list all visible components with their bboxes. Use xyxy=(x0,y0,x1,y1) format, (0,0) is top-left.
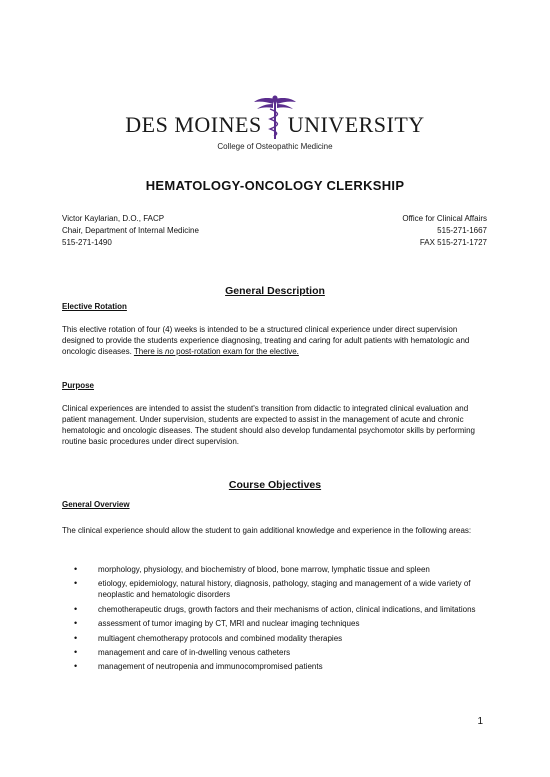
logo-word-university: UNIVERSITY xyxy=(287,112,425,137)
logo-wordmark xyxy=(0,112,550,138)
elective-rotation-text xyxy=(62,324,488,357)
page-number: 1 xyxy=(477,716,483,727)
contact-name: Victor Kaylarian, D.O., FACP xyxy=(62,214,165,223)
objectives-list xyxy=(74,564,494,676)
objective-item: • chemotherapeutic drugs, growth factors and their mechanisms of action, clinical indications, and limitations xyxy=(74,604,494,615)
exam-note xyxy=(134,347,299,356)
elective-description: This elective rotation of four (4) weeks is intended to be a structured clinical experience under direct supervision designed to provide the students experience diagnosing, treating and caring for adult patients with hematologic and oncologic diseases. xyxy=(62,325,470,356)
objective-item: • etiology, epidemiology, natural history, diagnosis, pathology, staging and management of a wide variety of neoplastic and hematologic disorders xyxy=(74,578,494,600)
office-phone: 515-271-1667 xyxy=(437,226,487,235)
objective-item: • assessment of tumor imaging by CT, MRI and nuclear imaging techniques xyxy=(74,618,494,629)
purpose-text: Clinical experiences are intended to assist the student's transition from didactic to integrated clinical evaluation and patient management. Under supervision, students are expected to assist in the management of acute and chronic hematologic and oncologic diseases. The student should also develop fundamental psychomotor skills by performing routine basic procedures under direct supervision. xyxy=(62,404,475,446)
contact-phone: 515-271-1490 xyxy=(62,238,112,247)
elective-rotation-heading: Elective Rotation xyxy=(62,302,127,311)
objectives-intro: The clinical experience should allow the student to gain additional knowledge and experience in the following areas: xyxy=(62,526,472,535)
office-fax: FAX 515-271-1727 xyxy=(419,238,487,247)
objective-item: • management and care of in-dwelling venous catheters xyxy=(74,647,494,658)
exam-note-start: There is xyxy=(133,347,166,356)
exam-note-emphasis: no xyxy=(165,347,174,356)
objective-item: • multiagent chemotherapy protocols and combined modality therapies xyxy=(74,633,494,644)
university-logo xyxy=(0,90,550,160)
general-overview-heading: General Overview xyxy=(62,500,130,509)
contact-right-block xyxy=(402,213,487,249)
exam-note-end: post-rotation exam for the elective. xyxy=(173,347,299,356)
objective-item: • management of neutropenia and immunocompromised patients xyxy=(74,661,494,672)
contact-department: Chair, Department of Internal Medicine xyxy=(62,226,199,235)
logo-subtitle: College of Osteopathic Medicine xyxy=(217,142,333,151)
course-objectives-heading: Course Objectives xyxy=(228,479,322,491)
objective-item: • morphology, physiology, and biochemistry of blood, bone marrow, lymphatic tissue and spleen xyxy=(74,564,494,575)
document-title: HEMATOLOGY-ONCOLOGY CLERKSHIP xyxy=(145,178,405,193)
logo-word-des-moines: DES MOINES xyxy=(125,112,262,137)
contact-left-block xyxy=(62,213,199,249)
office-name: Office for Clinical Affairs xyxy=(402,214,487,223)
purpose-heading: Purpose xyxy=(62,381,95,390)
general-description-heading: General Description xyxy=(225,285,325,297)
